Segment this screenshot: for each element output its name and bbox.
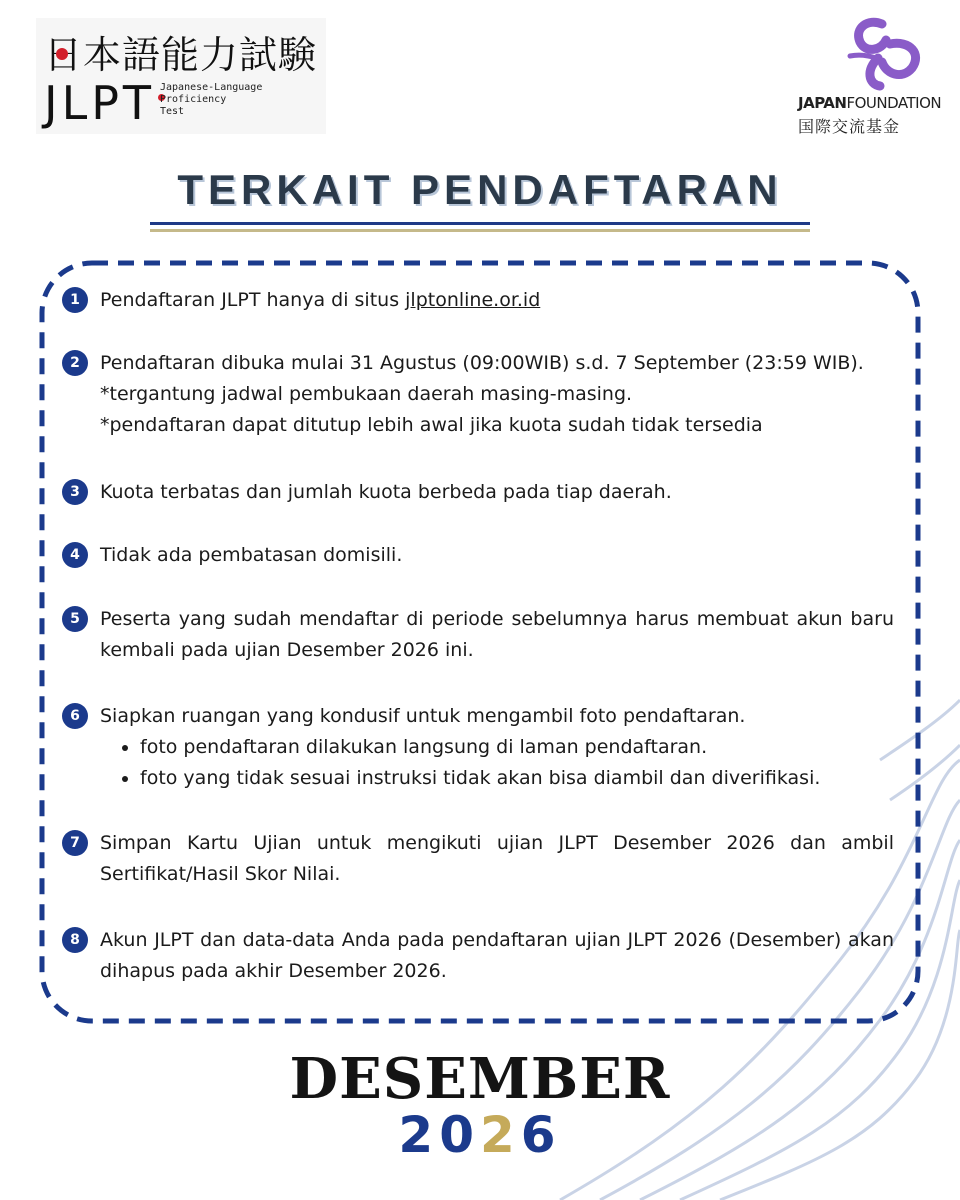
- item-text: Pendaftaran dibuka mulai 31 Agustus (09:00WIB) s.d. 7 September (23:59 WIB).: [100, 352, 864, 374]
- page-title: TERKAIT PENDAFTARAN: [177, 166, 783, 213]
- registration-site-link[interactable]: jlptonline.or.id: [405, 289, 541, 311]
- bullet-item: • foto yang tidak sesuai instruksi tidak akan bisa diambil dan diverifikasi.: [140, 763, 894, 794]
- item-text: Siapkan ruangan yang kondusif untuk mengambil foto pendaftaran.: [100, 705, 746, 727]
- item-text: Simpan Kartu Ujian untuk mengikuti ujian JLPT Desember 2026 dan ambil Sertifikat/Hasil Skor Nilai.: [100, 832, 894, 885]
- item-text: Pendaftaran JLPT hanya di situs: [100, 289, 406, 311]
- item-number-badge: 7: [62, 830, 88, 856]
- list-item: [62, 828, 894, 890]
- list-item: [62, 285, 894, 316]
- jlpt-kanji-title: 日本語能力試験: [44, 33, 318, 77]
- item-number-badge: 5: [62, 606, 88, 632]
- item-text: Akun JLPT dan data-data Anda pada pendaftaran ujian JLPT 2026 (Desember) akan dihapus pada akhir Desember 2026.: [100, 929, 894, 982]
- list-item: [62, 925, 894, 987]
- list-item: [62, 348, 894, 441]
- item-number-badge: 3: [62, 479, 88, 505]
- item-bullets: [100, 732, 894, 794]
- jf-kanji: 国際交流基金: [798, 117, 901, 136]
- item-note: *tergantung jadwal pembukaan daerah masing-masing.: [100, 383, 633, 405]
- item-note: *pendaftaran dapat ditutup lebih awal jika kuota sudah tidak tersedia: [100, 414, 763, 436]
- item-number-badge: 6: [62, 703, 88, 729]
- item-text: Peserta yang sudah mendaftar di periode sebelumnya harus membuat akun baru kembali pada ujian Desember 2026 ini.: [100, 608, 894, 661]
- item-number-badge: 2: [62, 350, 88, 376]
- item-text: Tidak ada pembatasan domisili.: [100, 544, 403, 566]
- item-text: Kuota terbatas dan jumlah kuota berbeda pada tiap daerah.: [100, 481, 672, 503]
- list-item: [62, 604, 894, 666]
- item-number-badge: 1: [62, 287, 88, 313]
- jlpt-full-name: Japanese-Language Proficiency Test: [160, 82, 263, 117]
- bullet-item: • foto pendaftaran dilakukan langsung di laman pendaftaran.: [140, 732, 894, 763]
- jlpt-abbreviation: JLPT: [44, 76, 156, 130]
- jf-name: JAPANFOUNDATION: [798, 94, 942, 112]
- item-number-badge: 4: [62, 542, 88, 568]
- exam-year: 2026: [398, 1106, 562, 1164]
- exam-month: DESEMBER: [289, 1046, 671, 1112]
- item-number-badge: 8: [62, 927, 88, 953]
- list-item: [62, 701, 894, 794]
- list-item: [62, 540, 894, 571]
- list-item: [62, 477, 894, 508]
